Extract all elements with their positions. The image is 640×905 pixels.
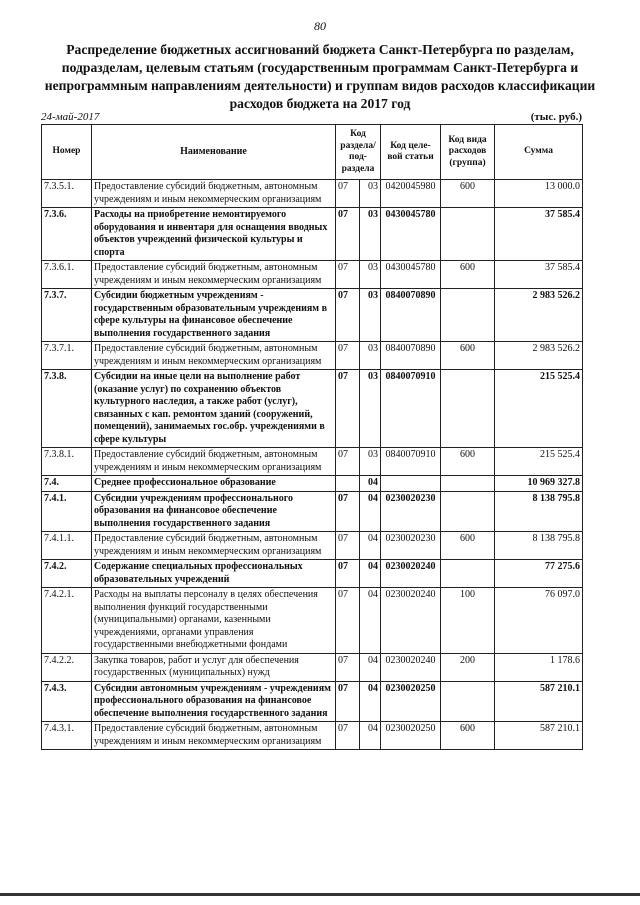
row-section-code: 07 <box>336 261 360 289</box>
row-target-code: 0230020240 <box>381 653 441 681</box>
row-expense-type-code <box>441 370 495 448</box>
row-target-code: 0840070910 <box>381 370 441 448</box>
row-target-code: 0230020250 <box>381 722 441 750</box>
row-subsection-code: 04 <box>360 722 381 750</box>
row-section-code: 07 <box>336 588 360 654</box>
header-section: Код раздела/ под-раздела <box>336 125 381 180</box>
row-sum: 10 969 327.8 <box>495 476 583 492</box>
row-name: Закупка товаров, работ и услуг для обеспечения государственных (муниципальных) нужд <box>92 653 336 681</box>
row-expense-type-code <box>441 560 495 588</box>
row-target-code: 0230020240 <box>381 560 441 588</box>
row-name: Среднее профессиональное образование <box>92 476 336 492</box>
row-name: Предоставление субсидий бюджетным, автономным учреждениям и иным некоммерческим организациям <box>92 722 336 750</box>
row-sum: 13 000.0 <box>495 180 583 208</box>
row-expense-type-code <box>441 476 495 492</box>
row-subsection-code: 04 <box>360 588 381 654</box>
row-name: Содержание специальных профессиональных образовательных учреждений <box>92 560 336 588</box>
bottom-rule <box>0 893 640 896</box>
row-number: 7.3.8. <box>42 370 92 448</box>
row-target-code: 0430045780 <box>381 208 441 261</box>
row-subsection-code: 03 <box>360 448 381 476</box>
row-section-code: 07 <box>336 681 360 722</box>
row-number: 7.3.7.1. <box>42 342 92 370</box>
page-title: Распределение бюджетных ассигнований бюджета Санкт-Петербурга по разделам, подразделам, целевым статьям (государственным программам Санкт-Петербурга и непрограммным направлениям деятельности) и группам видов расходов классификации расходов бюджета на 2017 год <box>44 42 596 111</box>
row-name: Предоставление субсидий бюджетным, автономным учреждениям и иным некоммерческим организациям <box>92 261 336 289</box>
row-name: Расходы на выплаты персоналу в целях обеспечения выполнения функций государственными (муниципальными) органами, казенными учреждениями, органами управления государственными внебюджетными фондами <box>92 588 336 654</box>
row-expense-type-code: 200 <box>441 653 495 681</box>
table-body <box>42 180 583 750</box>
row-sum: 215 525.4 <box>495 370 583 448</box>
row-name: Субсидии бюджетным учреждениям - государственным образовательным учреждениям в сфере культуры на финансовое обеспечение выполнения государственного задания <box>92 289 336 342</box>
row-subsection-code: 03 <box>360 208 381 261</box>
row-subsection-code: 03 <box>360 342 381 370</box>
row-name: Субсидии учреждениям профессионального образования на финансовое обеспечение выполнения государственного задания <box>92 491 336 532</box>
row-target-code: 0840070890 <box>381 342 441 370</box>
row-expense-type-code: 600 <box>441 722 495 750</box>
row-expense-type-code: 600 <box>441 532 495 560</box>
document-date: 24-май-2017 <box>41 111 100 123</box>
row-subsection-code: 03 <box>360 289 381 342</box>
row-name: Субсидии автономным учреждениям - учреждениям профессионального образования на финансовое обеспечение выполнения государственного задания <box>92 681 336 722</box>
row-sum: 8 138 795.8 <box>495 532 583 560</box>
row-target-code <box>381 476 441 492</box>
row-sum: 2 983 526.2 <box>495 342 583 370</box>
row-number: 7.4.3.1. <box>42 722 92 750</box>
row-sum: 587 210.1 <box>495 722 583 750</box>
row-section-code: 07 <box>336 491 360 532</box>
row-expense-type-code: 600 <box>441 342 495 370</box>
row-expense-type-code: 600 <box>441 180 495 208</box>
row-number: 7.4.2. <box>42 560 92 588</box>
row-sum: 587 210.1 <box>495 681 583 722</box>
row-section-code: 07 <box>336 653 360 681</box>
table-row <box>42 560 583 588</box>
row-section-code: 07 <box>336 342 360 370</box>
row-target-code: 0430045780 <box>381 261 441 289</box>
row-expense-type-code <box>441 491 495 532</box>
row-target-code: 0840070910 <box>381 448 441 476</box>
header-expense-type: Код вида расходов (группа) <box>441 125 495 180</box>
row-subsection-code: 03 <box>360 261 381 289</box>
row-subsection-code: 04 <box>360 476 381 492</box>
table-row <box>42 180 583 208</box>
row-section-code: 07 <box>336 448 360 476</box>
row-target-code: 0230020230 <box>381 532 441 560</box>
row-expense-type-code <box>441 208 495 261</box>
row-section-code: 07 <box>336 722 360 750</box>
table-row <box>42 532 583 560</box>
row-section-code: 07 <box>336 532 360 560</box>
header-sum: Сумма <box>495 125 583 180</box>
table-row <box>42 681 583 722</box>
row-name: Субсидии на иные цели на выполнение работ (оказание услуг) по сохранению объектов культурного наследия, а также работ (услуг), связанных с кап. ремонтом зданий (сооружений, помещений), занимаемых гос.обр. учреждениями в сфере культуры <box>92 370 336 448</box>
row-number: 7.3.5.1. <box>42 180 92 208</box>
row-target-code: 0230020250 <box>381 681 441 722</box>
table-row <box>42 653 583 681</box>
row-number: 7.3.6.1. <box>42 261 92 289</box>
row-number: 7.3.6. <box>42 208 92 261</box>
table-row <box>42 261 583 289</box>
budget-table <box>41 124 583 750</box>
row-sum: 8 138 795.8 <box>495 491 583 532</box>
header-name: Наименование <box>92 125 336 180</box>
table-row <box>42 289 583 342</box>
table-row <box>42 448 583 476</box>
header-number: Номер <box>42 125 92 180</box>
row-sum: 37 585.4 <box>495 261 583 289</box>
row-section-code: 07 <box>336 180 360 208</box>
row-section-code <box>336 476 360 492</box>
row-sum: 37 585.4 <box>495 208 583 261</box>
row-expense-type-code: 600 <box>441 448 495 476</box>
row-name: Предоставление субсидий бюджетным, автономным учреждениям и иным некоммерческим организациям <box>92 342 336 370</box>
row-expense-type-code: 100 <box>441 588 495 654</box>
row-name: Предоставление субсидий бюджетным, автономным учреждениям и иным некоммерческим организациям <box>92 180 336 208</box>
row-name: Расходы на приобретение немонтируемого оборудования и инвентаря для оснащения вводных объектов учреждений физической культуры и спорта <box>92 208 336 261</box>
row-number: 7.4.3. <box>42 681 92 722</box>
table-row <box>42 588 583 654</box>
header-target: Код целе-вой статьи <box>381 125 441 180</box>
table-row <box>42 342 583 370</box>
row-expense-type-code: 600 <box>441 261 495 289</box>
table-row <box>42 476 583 492</box>
row-subsection-code: 03 <box>360 370 381 448</box>
row-subsection-code: 04 <box>360 491 381 532</box>
row-number: 7.4.1. <box>42 491 92 532</box>
table-row <box>42 491 583 532</box>
row-name: Предоставление субсидий бюджетным, автономным учреждениям и иным некоммерческим организациям <box>92 448 336 476</box>
row-sum: 1 178.6 <box>495 653 583 681</box>
row-section-code: 07 <box>336 560 360 588</box>
page-number: 80 <box>314 19 326 33</box>
row-sum: 215 525.4 <box>495 448 583 476</box>
row-section-code: 07 <box>336 208 360 261</box>
row-number: 7.4. <box>42 476 92 492</box>
row-name: Предоставление субсидий бюджетным, автономным учреждениям и иным некоммерческим организациям <box>92 532 336 560</box>
row-expense-type-code <box>441 681 495 722</box>
row-target-code: 0230020230 <box>381 491 441 532</box>
row-subsection-code: 04 <box>360 681 381 722</box>
table-row <box>42 370 583 448</box>
row-number: 7.4.2.1. <box>42 588 92 654</box>
row-target-code: 0840070890 <box>381 289 441 342</box>
row-subsection-code: 03 <box>360 180 381 208</box>
row-number: 7.3.7. <box>42 289 92 342</box>
table-row <box>42 722 583 750</box>
row-section-code: 07 <box>336 289 360 342</box>
row-subsection-code: 04 <box>360 532 381 560</box>
row-subsection-code: 04 <box>360 653 381 681</box>
row-number: 7.4.2.2. <box>42 653 92 681</box>
row-sum: 76 097.0 <box>495 588 583 654</box>
units-label: (тыс. руб.) <box>530 111 582 123</box>
row-subsection-code: 04 <box>360 560 381 588</box>
row-target-code: 0420045980 <box>381 180 441 208</box>
row-sum: 77 275.6 <box>495 560 583 588</box>
row-section-code: 07 <box>336 370 360 448</box>
row-target-code: 0230020240 <box>381 588 441 654</box>
row-sum: 2 983 526.2 <box>495 289 583 342</box>
row-expense-type-code <box>441 289 495 342</box>
table-header-row <box>42 125 583 180</box>
row-number: 7.3.8.1. <box>42 448 92 476</box>
row-number: 7.4.1.1. <box>42 532 92 560</box>
table-row <box>42 208 583 261</box>
